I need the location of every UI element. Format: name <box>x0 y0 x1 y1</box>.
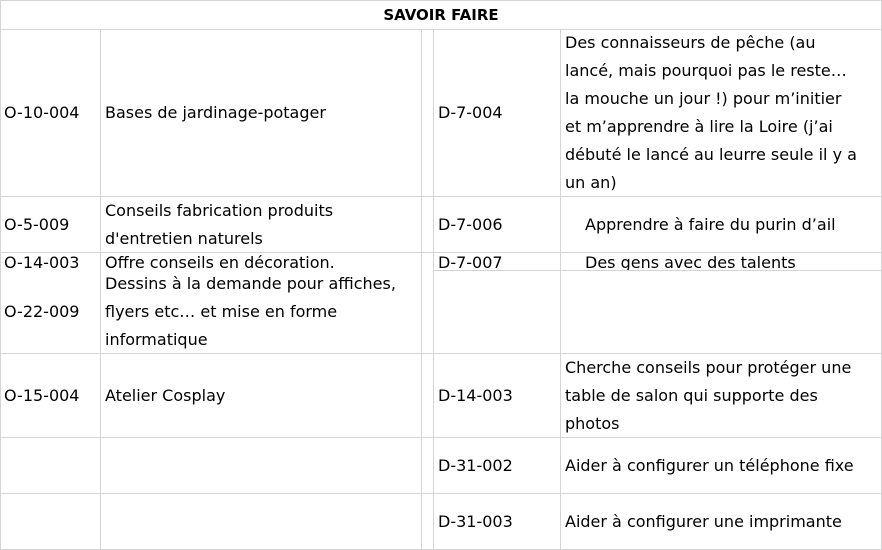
offer-text-cell[interactable]: Dessins à la demande pour affiches, flyers etc… et mise en forme informatique <box>105 274 396 349</box>
demand-code-cell[interactable]: D-14-003 <box>438 385 513 405</box>
demand-text-cell[interactable]: Apprendre à faire du purin d’ail <box>585 214 836 234</box>
offer-code-cell[interactable] <box>0 494 100 550</box>
demand-text-cell[interactable]: Des gens avec des talents <box>585 253 796 270</box>
demand-code-cell[interactable]: D-31-002 <box>438 455 513 475</box>
demand-text-cell[interactable]: Cherche conseils pour protéger une table de salon qui supporte des photos <box>565 357 852 433</box>
demand-text-cell[interactable] <box>561 271 882 353</box>
demand-code-cell[interactable]: D-7-006 <box>438 214 503 234</box>
demand-text-cell[interactable]: Des connaisseurs de pêche (au lancé, mais pourquoi pas le reste… la mouche un jour !) pour m’initier et m’apprendre à lire la Loire (j’ai débuté le lancé au leurre seule il y a un an) <box>565 33 857 192</box>
demand-text-cell[interactable]: Aider à configurer un téléphone fixe <box>565 455 854 475</box>
offer-text-cell[interactable]: Bases de jardinage-potager <box>105 103 326 122</box>
offer-code-cell[interactable]: O-10-004 <box>4 103 80 122</box>
offer-text-cell[interactable]: Offre conseils en décoration. <box>105 253 335 270</box>
demand-text-cell[interactable]: Aider à configurer une imprimante <box>565 512 842 531</box>
grid-line <box>421 29 422 550</box>
offer-code-cell[interactable]: O-14-003 <box>4 253 80 270</box>
offer-text-cell[interactable]: Conseils fabrication produits d'entretien naturels <box>105 200 334 248</box>
demand-code-cell[interactable]: D-7-007 <box>438 253 503 270</box>
offer-text-cell[interactable] <box>101 494 421 550</box>
offer-text-cell[interactable] <box>101 438 421 493</box>
demand-code-cell[interactable]: D-7-004 <box>438 103 503 122</box>
demand-code-cell[interactable]: D-31-003 <box>438 512 513 531</box>
offer-code-cell[interactable]: O-22-009 <box>4 302 80 321</box>
offer-code-cell[interactable]: O-15-004 <box>4 385 80 405</box>
offer-code-cell[interactable]: O-5-009 <box>4 214 70 234</box>
offer-text-cell[interactable]: Atelier Cosplay <box>105 385 226 405</box>
demand-code-cell[interactable] <box>434 271 560 353</box>
table-title: SAVOIR FAIRE <box>383 5 499 24</box>
offer-code-cell[interactable] <box>0 438 100 493</box>
